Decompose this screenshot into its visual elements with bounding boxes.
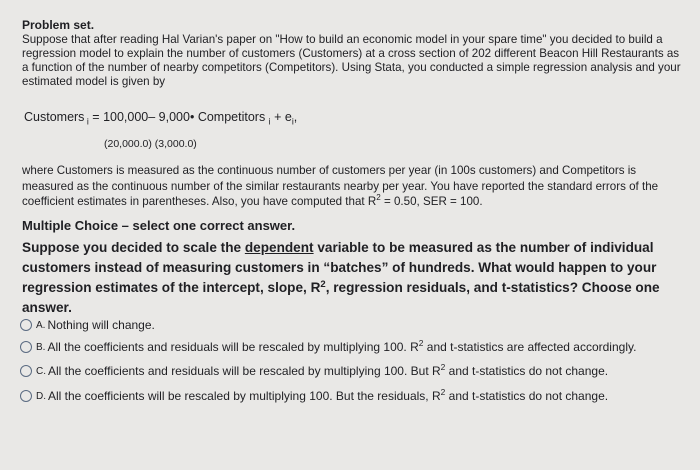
variable-description: where Customers is measured as the continuous number of customers per year (in 100s customers) and Competitors is measured as the continuous number of the similar restaurants nearby per year. You have reported the standard errors of the coefficient estimates in parentheses. Also, you have computed that $R^2 = 0.50$, SER = 100. — [22, 164, 659, 208]
option-d[interactable]: D. All the coefficients will be rescaled by multiplying 100. But the residuals, $R^2$ and t-statistics do not change. — [20, 389, 608, 403]
option-c[interactable]: C. All the coefficients and residuals will be rescaled by multiplying 100. But $R^2$ and t-statistics do not change. — [20, 364, 608, 378]
problem-intro: Suppose that after reading Hal Varian's paper on "How to build an economic model in your spare time" you decided to build a regression model to explain the number of customers (Customers) at a cross section of 202 different Beacon Hill Restaurants as a function of the number of nearby competitors (Competitors). Using Stata, you conducted a simple regression analysis and your estimated model is given by — [22, 33, 681, 88]
question-text: Suppose you decided to scale the dependent variable to be measured as the number of individual customers instead of measuring customers in “batches” of hundreds. What would happen to your regression estimates of the intercept, slope, $R^2$, regression residuals, and t-statistics? Choose one answer. — [22, 240, 660, 315]
option-a-label: Nothing will change. — [47, 318, 155, 332]
option-d-label: All the coefficients will be rescaled by multiplying 100. But the residuals, $R^2$ and t-statistics do not change. — [48, 387, 609, 403]
radio-icon[interactable] — [20, 341, 32, 353]
option-c-label: All the coefficients and residuals will be rescaled by multiplying 100. But $R^2$ and t-statistics do not change. — [48, 362, 609, 378]
multiple-choice-label: Multiple Choice – select one correct answer. — [22, 218, 296, 233]
option-b-label: All the coefficients and residuals will be rescaled by multiplying 100. $R^2$ and t-statistics are affected accordingly. — [47, 338, 637, 354]
standard-errors: (20,000.0) (3,000.0) — [104, 138, 197, 150]
radio-icon[interactable] — [20, 319, 32, 331]
radio-icon[interactable] — [20, 365, 32, 377]
regression-equation: Customers $_i$ = 100,000– 9,000• Competitors $_i + e_i$, — [24, 110, 298, 127]
option-b[interactable]: B. All the coefficients and residuals will be rescaled by multiplying 100. $R^2$ and t-statistics are affected accordingly. — [20, 340, 636, 354]
option-a[interactable]: A. Nothing will change. — [20, 318, 155, 332]
radio-icon[interactable] — [20, 390, 32, 402]
problem-title: Problem set. — [22, 18, 95, 32]
